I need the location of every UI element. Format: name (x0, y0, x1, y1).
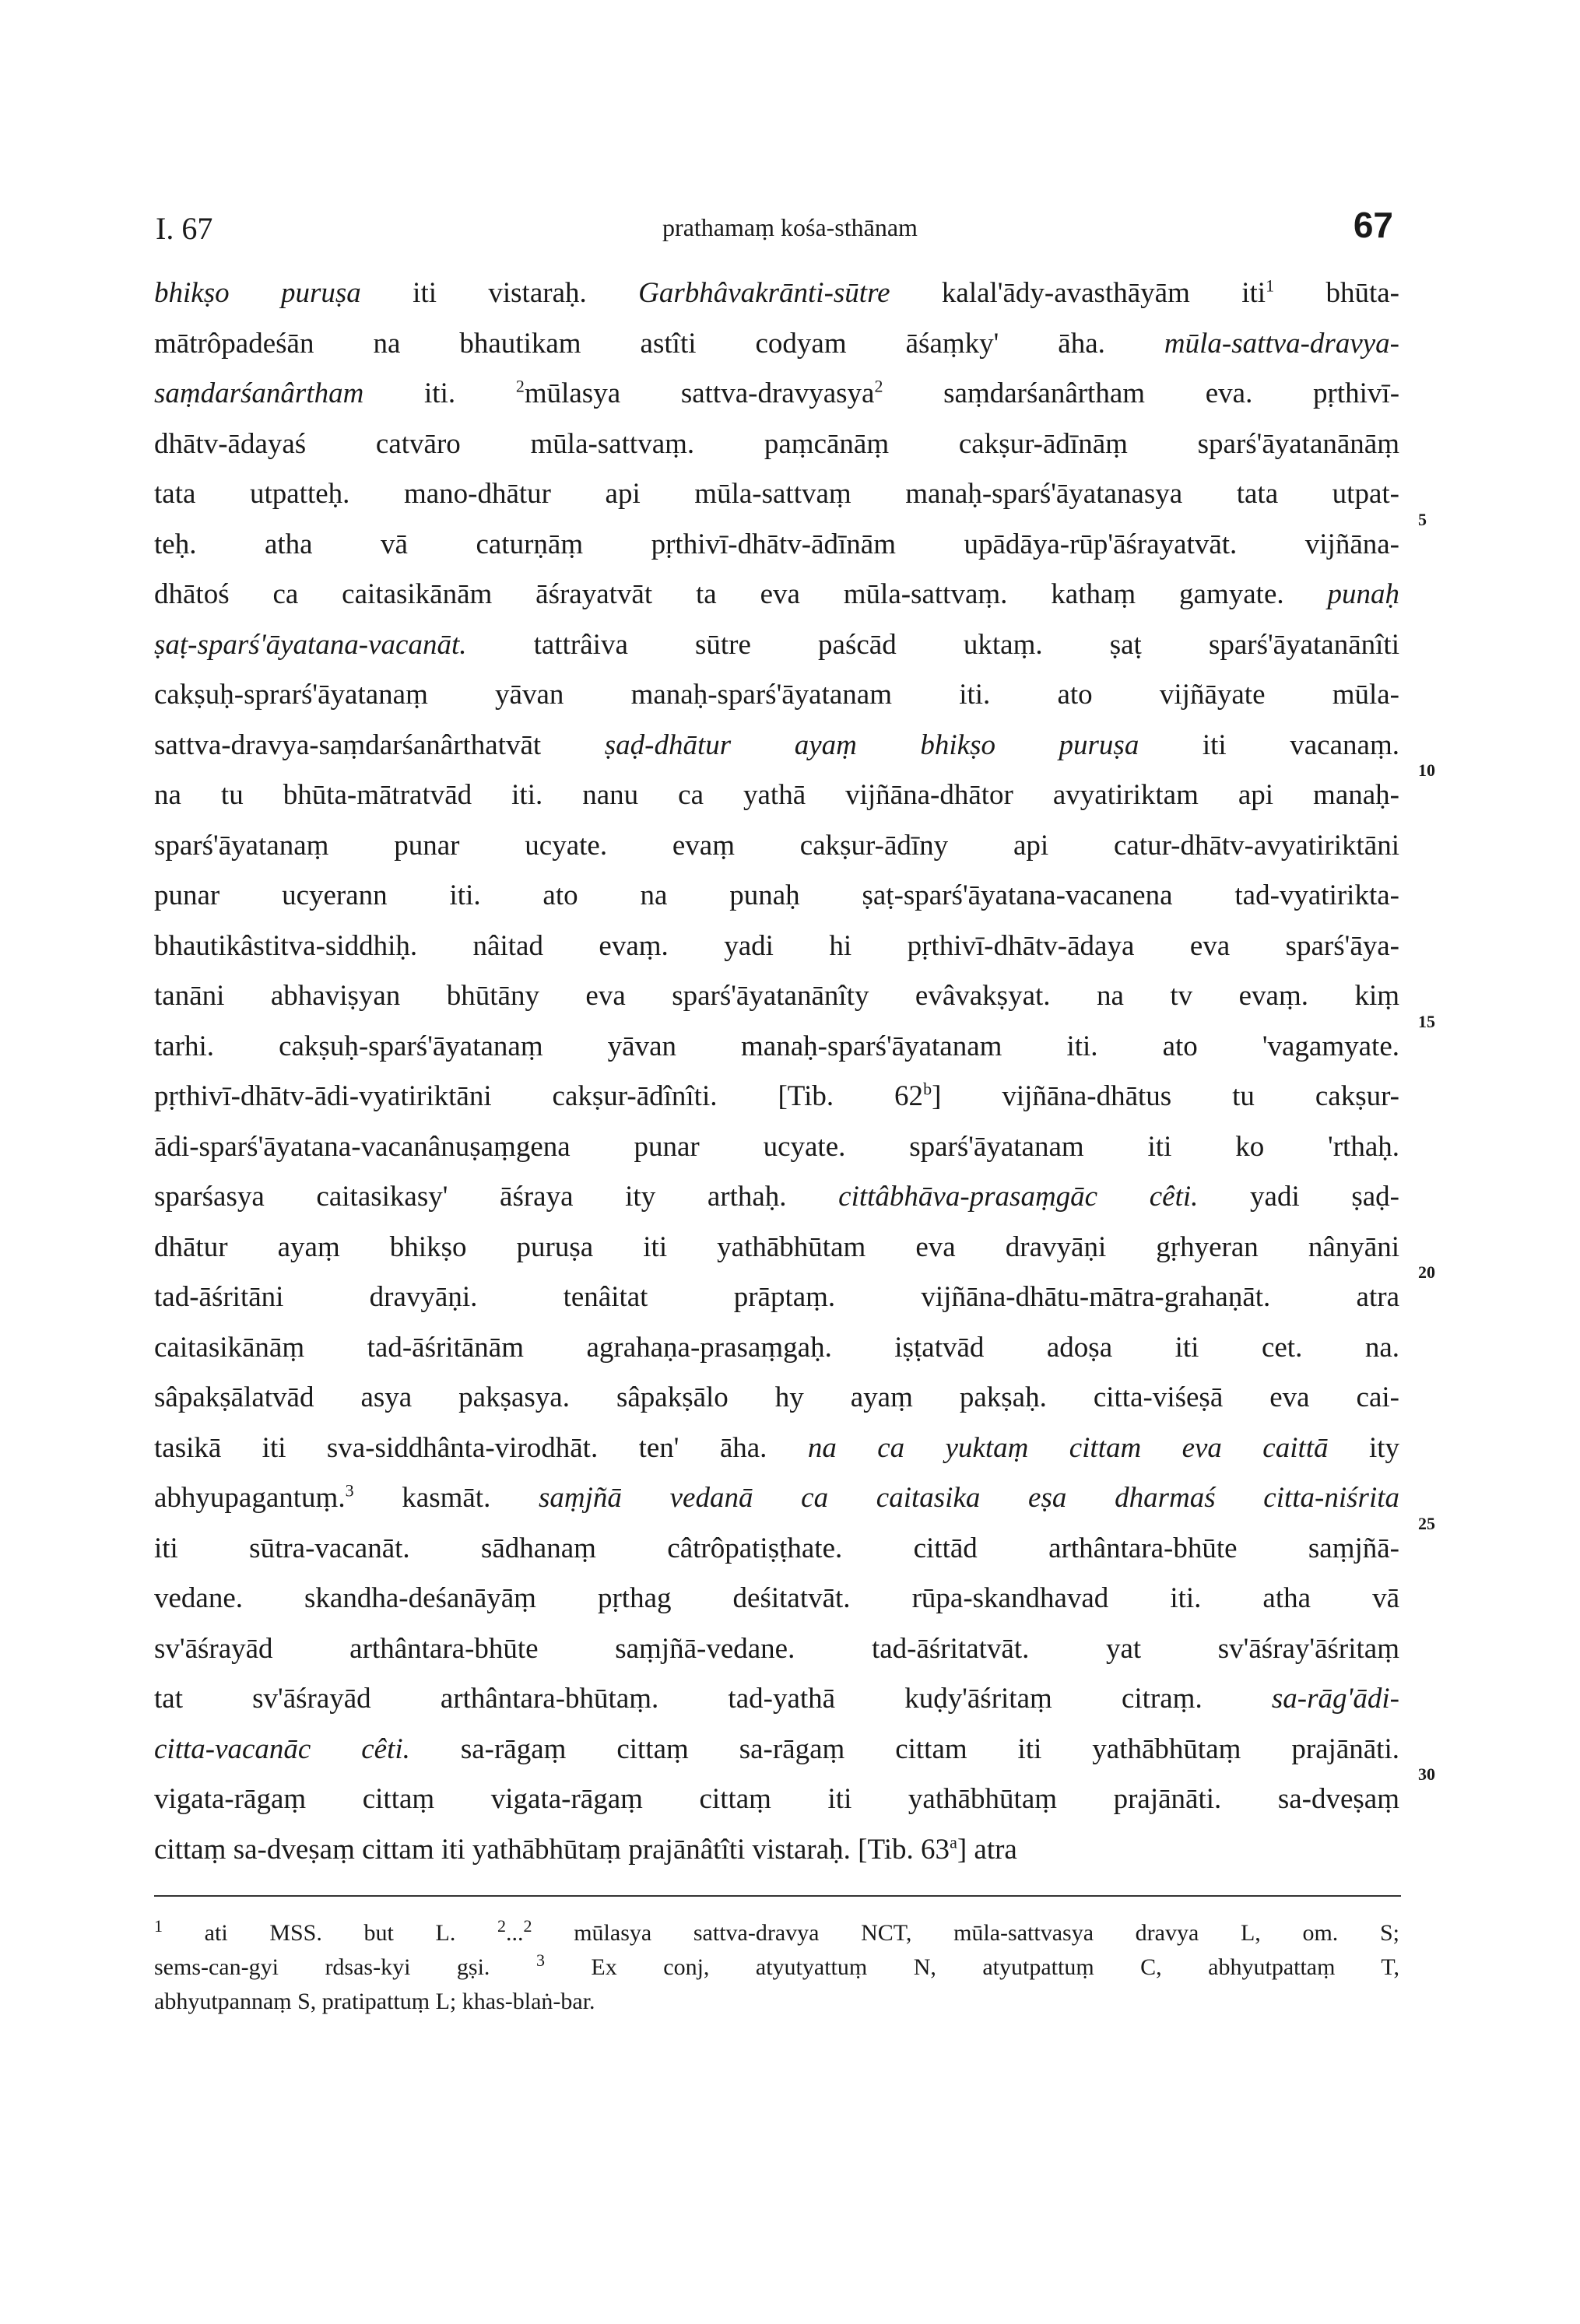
text-line: bhikṣo puruṣa iti vistaraḥ. Garbhâvakrānti-sūtre kalal'ādy-avasthāyām iti$^1$ bhūta- (154, 276, 1399, 309)
text-line: na tu bhūta-mātratvād iti. nanu ca yathā vijñāna-dhātor avyatiriktam api manaḥ- (154, 779, 1399, 811)
text-line: tat sv'āśrayād arthântara-bhūtaṃ. tad-yathā kuḍy'āśritaṃ citraṃ. sa-rāg'ādi- (154, 1683, 1399, 1715)
text-line: iti sūtra-vacanāt. sādhanaṃ câtrôpatiṣṭhate. cittād arthântara-bhūte saṃjñā- (154, 1532, 1399, 1564)
footnote-line: sems-can-gyi rdsas-kyi gṣi. $^3$ Ex conj, atyutyattuṃ N, atyutpattuṃ C, abhyutpattaṃ T, (154, 1950, 1400, 1980)
text-line: tasikā iti sva-siddhânta-virodhāt. ten' āha. na ca yuktaṃ cittam eva caittā ity (154, 1431, 1399, 1464)
text-line: citta-vacanāc cêti. sa-rāgaṃ cittaṃ sa-rāgaṃ cittam iti yathābhūtaṃ prajānāti. (154, 1732, 1399, 1765)
text-line: sv'āśrayād arthântara-bhūte saṃjñā-vedane. tad-āśritatvāt. yat sv'āśray'āśritaṃ (154, 1632, 1399, 1665)
page-header (0, 204, 1580, 251)
text-line: tanāni abhaviṣyan bhūtāny eva sparś'āyatanānîty evâvakṣyat. na tv evaṃ. kiṃ (154, 980, 1399, 1012)
text-line: tarhi. cakṣuḥ-sparś'āyatanaṃ yāvan manaḥ-sparś'āyatanam iti. ato 'vagamyate. (154, 1030, 1399, 1062)
line-number: 5 (1418, 510, 1427, 529)
text-line: dhātv-ādayaś catvāro mūla-sattvaṃ. paṃcānāṃ cakṣur-ādīnāṃ sparś'āyatanānāṃ (154, 427, 1399, 460)
text-line: ṣaṭ-sparś'āyatana-vacanāt. tattrâiva sūtre paścād uktaṃ. ṣaṭ sparś'āyatanānîti (154, 628, 1399, 661)
text-line: sâpakṣālatvād asya pakṣasya. sâpakṣālo hy ayaṃ pakṣaḥ. citta-viśeṣā eva cai- (154, 1381, 1399, 1413)
text-line: punar ucyerann iti. ato na punaḥ ṣaṭ-sparś'āyatana-vacanena tad-vyatirikta- (154, 879, 1399, 911)
text-line: caitasikānāṃ tad-āśritānām agrahaṇa-prasaṃgaḥ. iṣṭatvād adoṣa iti cet. na. (154, 1331, 1399, 1364)
section-reference: I. 67 (156, 211, 213, 246)
text-line: bhautikâstitva-siddhiḥ. nâitad evaṃ. yadi hi pṛthivī-dhātv-ādaya eva sparś'āya- (154, 929, 1399, 962)
text-line: sparś'āyatanaṃ punar ucyate. evaṃ cakṣur-ādīny api catur-dhātv-avyatiriktāni (154, 829, 1399, 862)
main-text (154, 269, 1399, 1875)
footnote-rule (154, 1895, 1401, 1897)
text-line: tata utpatteḥ. mano-dhātur api mūla-sattvaṃ manaḥ-sparś'āyatanasya tata utpat- (154, 478, 1399, 510)
line-number: 30 (1418, 1764, 1435, 1784)
page-number: 67 (1353, 205, 1393, 245)
text-line: tad-āśritāni dravyāṇi. tenâitat prāptaṃ. vijñāna-dhātu-mātra-grahaṇāt. atra (154, 1281, 1399, 1313)
text-line: saṃdarśanârtham iti. $^2$mūlasya sattva-dravyasya$^2$ saṃdarśanârtham eva. pṛthivī- (154, 376, 1400, 409)
footnotes (154, 1916, 1399, 2019)
line-number: 20 (1418, 1262, 1435, 1282)
text-line: dhātur ayaṃ bhikṣo puruṣa iti yathābhūtam eva dravyāṇi gṛhyeran nânyāni (154, 1230, 1399, 1263)
running-title: prathamaṃ kośa-sthānam (662, 213, 918, 241)
text-line: teḥ. atha vā caturṇāṃ pṛthivī-dhātv-ādīnām upādāya-rūp'āśrayatvāt. vijñāna- (154, 528, 1399, 560)
line-number: 10 (1418, 760, 1435, 780)
text-line: ādi-sparś'āyatana-vacanânuṣaṃgena punar ucyate. sparś'āyatanam iti ko 'rthaḥ. (154, 1130, 1399, 1163)
text-line: sattva-dravya-saṃdarśanârthatvāt ṣaḍ-dhātur ayaṃ bhikṣo puruṣa iti vacanaṃ. (154, 728, 1399, 761)
text-line: cittaṃ sa-dveṣaṃ cittam iti yathābhūtaṃ prajānâtîti vistaraḥ. [Tib. 63$^a$] atra (154, 1832, 1017, 1866)
line-number: 15 (1418, 1012, 1435, 1031)
text-line: sparśasya caitasikasy' āśraya ity arthaḥ. cittâbhāva-prasaṃgāc cêti. yadi ṣaḍ- (154, 1181, 1399, 1213)
footnote-line: abhyutpannaṃ S, pratipattuṃ L; khas-blaṅ-bar. (154, 1989, 595, 2014)
text-line: vedane. skandha-deśanāyāṃ pṛthag deśitatvāt. rūpa-skandhavad iti. atha vā (154, 1582, 1399, 1614)
text-line: abhyupagantuṃ.$^3$ kasmāt. saṃjñā vedanā ca caitasika eṣa dharmaś citta-niśrita (154, 1480, 1399, 1514)
footnote-line: $^1$ ati MSS. but L. $^2$...$^2$ mūlasya sattva-dravya NCT, mūla-sattvasya dravya L, om. S; (154, 1916, 1399, 1946)
text-line: pṛthivī-dhātv-ādi-vyatiriktāni cakṣur-ādînîti. [Tib. 62$^b$] vijñāna-dhātus tu cakṣur- (154, 1079, 1400, 1112)
text-line: cakṣuḥ-sprarś'āyatanaṃ yāvan manaḥ-sparś'āyatanam iti. ato vijñāyate mūla- (154, 679, 1399, 711)
text-line: dhātoś ca caitasikānām āśrayatvāt ta eva mūla-sattvaṃ. kathaṃ gamyate. punaḥ (154, 578, 1399, 610)
text-line: mātrôpadeśān na bhautikam astîti codyam āśaṃky' āha. mūla-sattva-dravya- (154, 327, 1399, 360)
line-number: 25 (1418, 1514, 1435, 1533)
text-line: vigata-rāgaṃ cittaṃ vigata-rāgaṃ cittaṃ iti yathābhūtaṃ prajānāti. sa-dveṣaṃ (154, 1783, 1399, 1815)
